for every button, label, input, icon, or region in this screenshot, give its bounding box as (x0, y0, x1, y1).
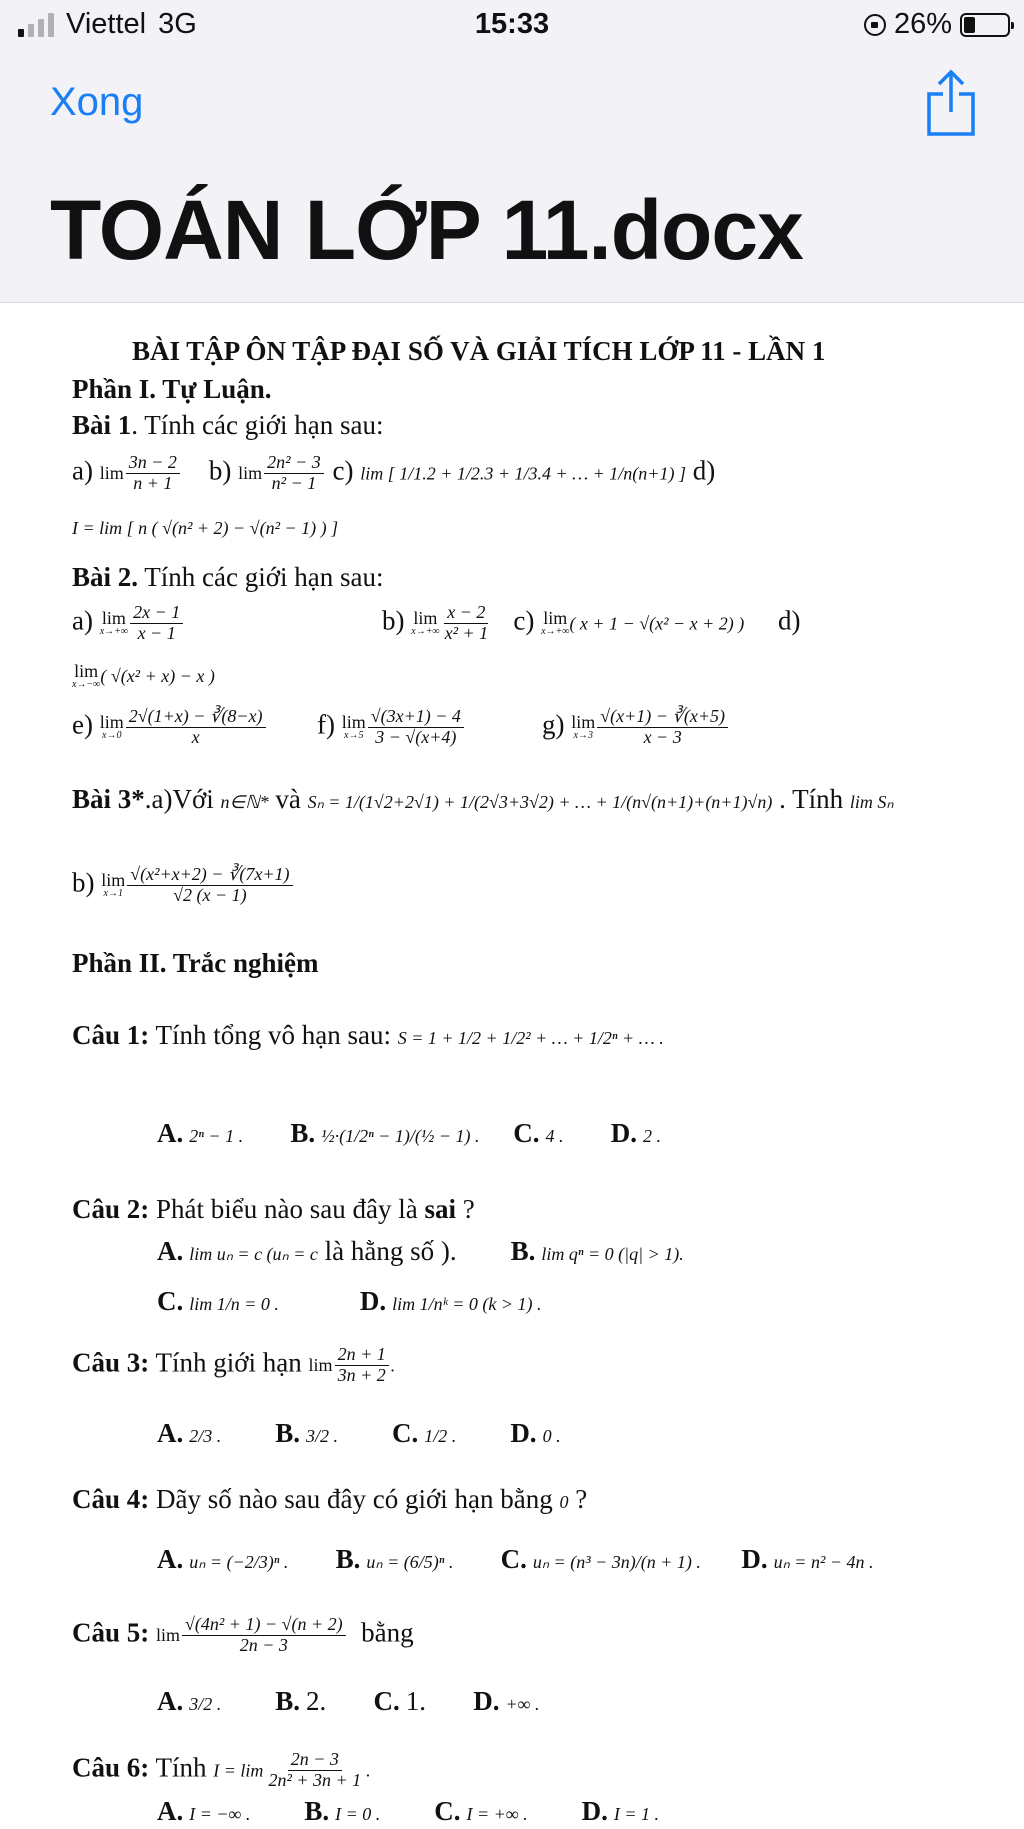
label-d: d) (778, 605, 801, 636)
doc-heading: BÀI TẬP ÔN TẬP ĐẠI SỐ VÀ GIẢI TÍCH LỚP 11 - LẦN 1 (132, 336, 826, 366)
document-title: TOÁN LỚP 11.docx (50, 183, 803, 277)
cau1-options (157, 1117, 661, 1151)
math: ( x + 1 − √(x² − x + 2) ) (569, 613, 745, 634)
cau6: Câu 6: Tính I = lim $\frac{2n - 3}{\text{2n² + 3n + 1}}$ . (72, 1749, 371, 1790)
bai2-line (72, 561, 383, 595)
bai2-label: Bài 2. (72, 562, 139, 592)
cau2-sai: sai (424, 1194, 456, 1224)
share-icon[interactable] (925, 68, 977, 138)
label-a: a) (72, 455, 93, 486)
label-b: b) (208, 455, 232, 486)
math: lim (99, 463, 124, 484)
cau4-text: Dãy số nào sau đây có giới hạn bằng (149, 1484, 553, 1514)
math: lim [ 1/1.2 + 1/2.3 + 1/3.4 + … + 1/n(n+1) ] (360, 463, 686, 484)
cau1-text: Tính tổng vô hạn sau: (149, 1020, 391, 1050)
option-a[interactable]: A. lim uₙ = c (uₙ = c là hằng số ). (157, 1236, 457, 1266)
option-c[interactable]: C. I = +∞ . (434, 1796, 528, 1826)
math: $\frac{2x - 1}{x - 1}$ (130, 603, 183, 644)
label-b: b) (72, 867, 95, 898)
math: lim x→3 (571, 712, 596, 742)
cau2-q: ? (455, 1194, 475, 1224)
cau1 (72, 1019, 664, 1053)
bai3-va: và (275, 784, 301, 814)
label-e: e) (72, 709, 93, 740)
cau3-label: Câu 3: (72, 1347, 150, 1378)
option-c[interactable]: C. lim 1/n = 0 . (157, 1286, 279, 1316)
bai1-label: Bài 1 (72, 410, 132, 440)
math: $\frac{2√(1+x) - ∛(8-x)}{x}$ (126, 707, 266, 748)
cau2-row1 (157, 1235, 684, 1269)
math: $\frac{\text{2n² − 3}}{\text{n² − 1}}$ (264, 453, 324, 494)
math: lim x→−∞ (72, 660, 101, 690)
battery-percent: 26% (893, 8, 952, 40)
label-f: f) (317, 709, 335, 740)
math: lim (308, 1355, 333, 1376)
option-a[interactable]: A. 2ⁿ − 1 . (157, 1118, 244, 1148)
math: $\frac{3n - 2}{n + 1}$ (126, 453, 180, 494)
cau4: Câu 4: Dãy số nào sau đây có giới hạn bằng 0 ? (72, 1484, 588, 1514)
cau2 (72, 1193, 475, 1227)
math: n∈ℕ* (220, 792, 269, 812)
math: lim (238, 463, 263, 484)
bai2-row2 (72, 657, 215, 691)
math: lim x→0 (99, 712, 124, 742)
part1-heading: Phần I. Tự Luận. (72, 374, 272, 404)
option-c[interactable]: C. uₙ = (n³ − 3n)/(n + 1) . (500, 1544, 701, 1574)
option-d[interactable]: D. +∞ . (473, 1686, 540, 1716)
math: S = 1 + 1/2 + 1/2² + … + 1/2ⁿ + … . (397, 1028, 664, 1048)
label-g: g) (542, 709, 565, 740)
option-a[interactable]: A. 3/2 . (157, 1686, 222, 1716)
option-d[interactable]: D. 0 . (510, 1418, 561, 1448)
cau5-options (157, 1685, 540, 1719)
option-a[interactable]: A. uₙ = (−2/3)ⁿ . (157, 1544, 289, 1574)
bai3-label: Bài 3* (72, 784, 145, 814)
bai3-tinh: . Tính (779, 784, 844, 814)
math: ( √(x² + x) − x ) (100, 666, 215, 686)
bai2-row3 (72, 707, 268, 748)
battery-icon (960, 13, 1010, 37)
option-c[interactable]: C. 1/2 . (392, 1418, 457, 1448)
option-a[interactable]: A. 2/3 . (157, 1418, 222, 1448)
option-c[interactable]: C. 1. (373, 1686, 427, 1716)
math: lim x→1 (101, 870, 126, 900)
math: lim x→+∞ (541, 608, 570, 638)
cau2-label: Câu 2: (72, 1194, 150, 1224)
cau5-label: Câu 5: (72, 1617, 150, 1648)
cau5 (72, 1615, 414, 1656)
bai2-text: Tính các giới hạn sau: (138, 562, 384, 592)
math: Sₙ = 1/(1√2+2√1) + 1/(2√3+3√2) + … + 1/(n√(n+1)+(n+1)√n) (307, 792, 773, 812)
option-b[interactable]: B. I = 0 . (304, 1796, 381, 1826)
option-b[interactable]: B. uₙ = (6/5)ⁿ . (335, 1544, 454, 1574)
carrier-label: Viettel (66, 8, 147, 40)
bai3-text: .a)Với (144, 784, 214, 814)
document-header (0, 52, 1024, 303)
status-bar (0, 0, 1024, 52)
math: $\frac{√(x+1) - ∛(x+5)}{x - 3}$ (597, 707, 728, 748)
option-b[interactable]: B. ½·(1/2ⁿ − 1)/(½ − 1) . (290, 1118, 480, 1148)
done-button[interactable]: Xong (50, 80, 144, 124)
option-d[interactable]: D. I = 1 . (581, 1796, 660, 1826)
bai2-row3-f (317, 707, 466, 748)
bai2-row1-b (382, 603, 801, 644)
math: $\frac{\text{√(x²+x+2) − ∛(7x+1)}}{√2 (x - 1)}$ (127, 865, 292, 906)
math: lim x→+∞ (99, 608, 129, 638)
option-d[interactable]: D. 2 . (610, 1118, 662, 1148)
cau6-text: Tính (149, 1752, 207, 1783)
cau2-row2 (157, 1285, 542, 1319)
option-d[interactable]: D. uₙ = n² − 4n . (741, 1544, 874, 1574)
label-c: c) (513, 605, 535, 636)
option-a[interactable]: A. I = −∞ . (157, 1796, 251, 1826)
option-c[interactable]: C. 4 . (513, 1118, 564, 1148)
label-d: d) (692, 455, 716, 486)
math: $\frac{\text{√(4n² + 1) − √(n + 2)}}{2n - 3}$ (182, 1615, 346, 1656)
cau2-text: Phát biểu nào sau đây là (149, 1194, 425, 1224)
label-c: c) (332, 455, 354, 486)
cau1-label: Câu 1: (72, 1020, 150, 1050)
bai2-row3-g (542, 707, 730, 748)
bai1-text: . Tính các giới hạn sau: (131, 410, 384, 440)
clock: 15:33 (474, 8, 550, 40)
cau3-text: Tính giới hạn (149, 1347, 302, 1378)
cau3-options (157, 1417, 561, 1451)
bai1-row1 (72, 453, 715, 494)
option-d[interactable]: D. lim 1/nᵏ = 0 (k > 1) . (359, 1286, 542, 1316)
cau6-options (157, 1795, 659, 1829)
math: $\frac{2n + 1}{3n + 2}$ (335, 1345, 389, 1386)
label-b: b) (382, 605, 405, 636)
math: $\frac{√(3x+1) - 4}{3 - √(x+4)}$ (368, 707, 464, 748)
option-b[interactable]: B. 2. (275, 1686, 327, 1716)
math: lim Sₙ (849, 792, 894, 812)
label-a: a) (72, 605, 93, 636)
option-b[interactable]: B. lim qⁿ = 0 (|q| > 1). (510, 1236, 684, 1266)
math: lim x→+∞ (411, 608, 440, 638)
bai3-b (72, 865, 295, 906)
cau6-label: Câu 6: (72, 1752, 150, 1783)
bai3-line (72, 783, 894, 817)
cau5-text: bằng (361, 1617, 414, 1648)
rotation-lock-icon (864, 14, 886, 36)
cau4-label: Câu 4: (72, 1484, 150, 1514)
cau3: Câu 3: Tính giới hạn lim $\frac{2n + 1}{3n + 2}$ . (72, 1344, 396, 1385)
part2-heading: Phần II. Trắc nghiệm (72, 948, 319, 978)
math: lim x→5 (341, 712, 366, 742)
network-label: 3G (158, 8, 197, 40)
math: I = lim [ n ( √(n² + 2) − √(n² − 1) ) ] (72, 518, 339, 538)
bai2-row1 (72, 603, 185, 644)
bai1-line (72, 409, 383, 443)
cau4-options (157, 1543, 874, 1577)
battery-fill (964, 17, 975, 33)
math: $\frac{2n - 3}{\text{2n² + 3n + 1}}$ (268, 1749, 362, 1790)
cau2-hangso: là hằng số ). (324, 1236, 457, 1266)
option-b[interactable]: B. 3/2 . (275, 1418, 339, 1448)
math: $\frac{x - 2}{\text{x² + 1}}$ (444, 602, 489, 643)
math: lim (156, 1625, 181, 1646)
